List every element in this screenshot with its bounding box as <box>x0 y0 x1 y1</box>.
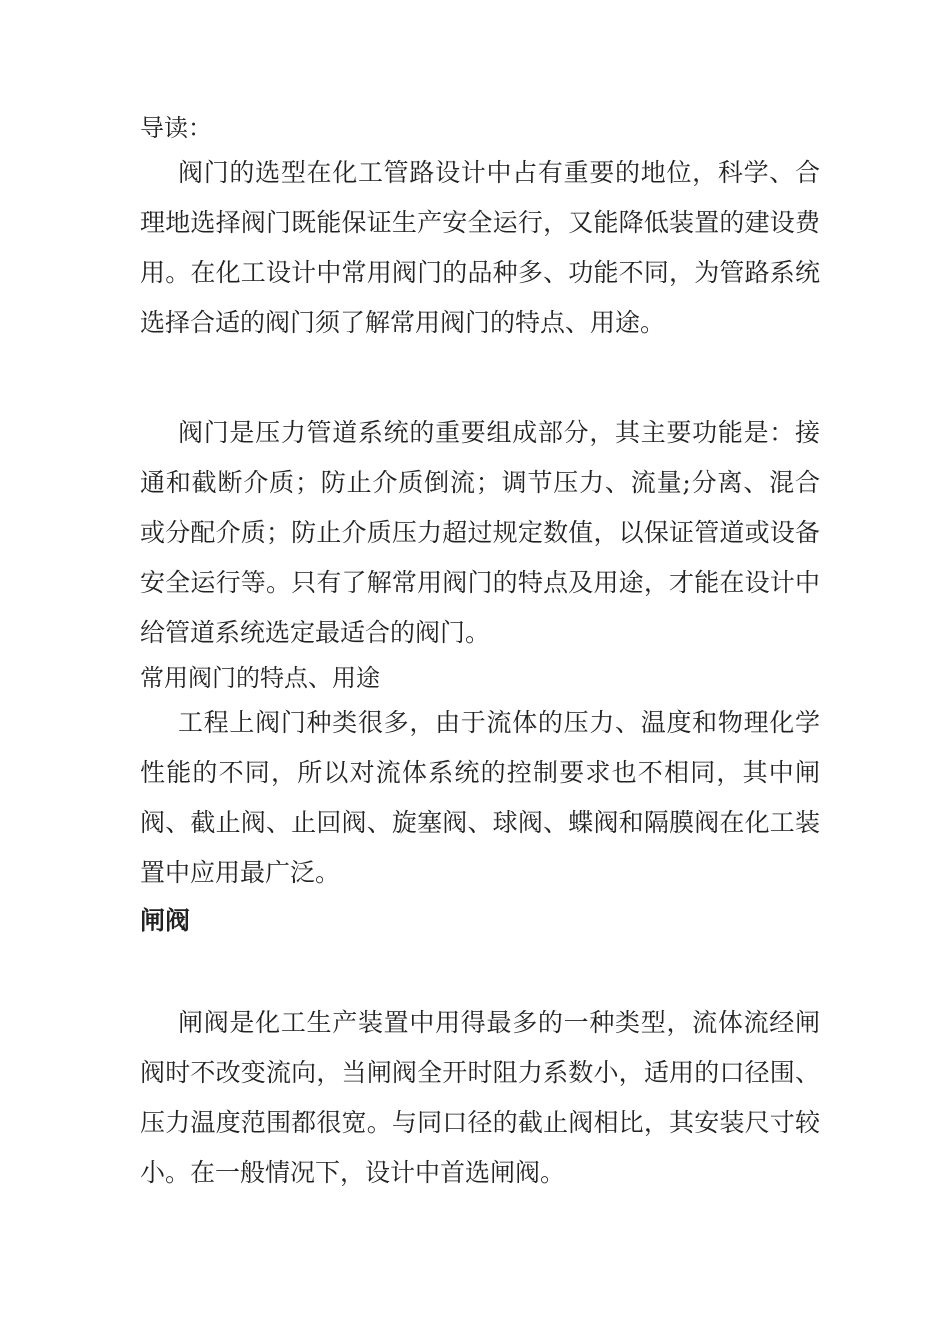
document-body <box>140 108 820 1198</box>
valve-function-paragraph: 阀门是压力管道系统的重要组成部分，其主要功能是：接通和截断介质；防止介质倒流；调节压力、流量;分离、混合或分配介质；防止介质压力超过规定数值，以保证管道或设备安全运行等。只有了解常用阀门的特点及用途，才能在设计中给管道系统选定最适合的阀门。 <box>140 418 820 647</box>
gate-valve-heading: 闸阀 <box>140 906 191 935</box>
section-label: 常用阀门的特点、用途 <box>140 664 380 692</box>
intro-paragraph: 阀门的选型在化工管路设计中占有重要的地位，科学、合理地选择阀门既能保证生产安全运行，又能降低装置的建设费用。在化工设计中常用阀门的品种多、功能不同，为管路系统选择合适的阀门须了解常用阀门的特点、用途。 <box>140 158 820 337</box>
heading-spacer <box>140 944 820 998</box>
paragraph-spacer <box>140 348 820 408</box>
valve-types-paragraph: 工程上阀门种类很多，由于流体的压力、温度和物理化学性能的不同，所以对流体系统的控制要求也不相同，其中闸阀、截止阀、止回阀、旋塞阀、球阀、蝶阀和隔膜阀在化工装置中应用最广泛。 <box>140 708 820 887</box>
gate-valve-paragraph: 闸阀是化工生产装置中用得最多的一种类型，流体流经闸阀时不改变流向，当闸阀全开时阻力系数小，适用的口径围、压力温度范围都很宽。与同口径的截止阀相比，其安装尺寸较小。在一般情况下，设计中首选闸阀。 <box>140 1008 820 1187</box>
intro-label: 导读： <box>140 114 212 142</box>
